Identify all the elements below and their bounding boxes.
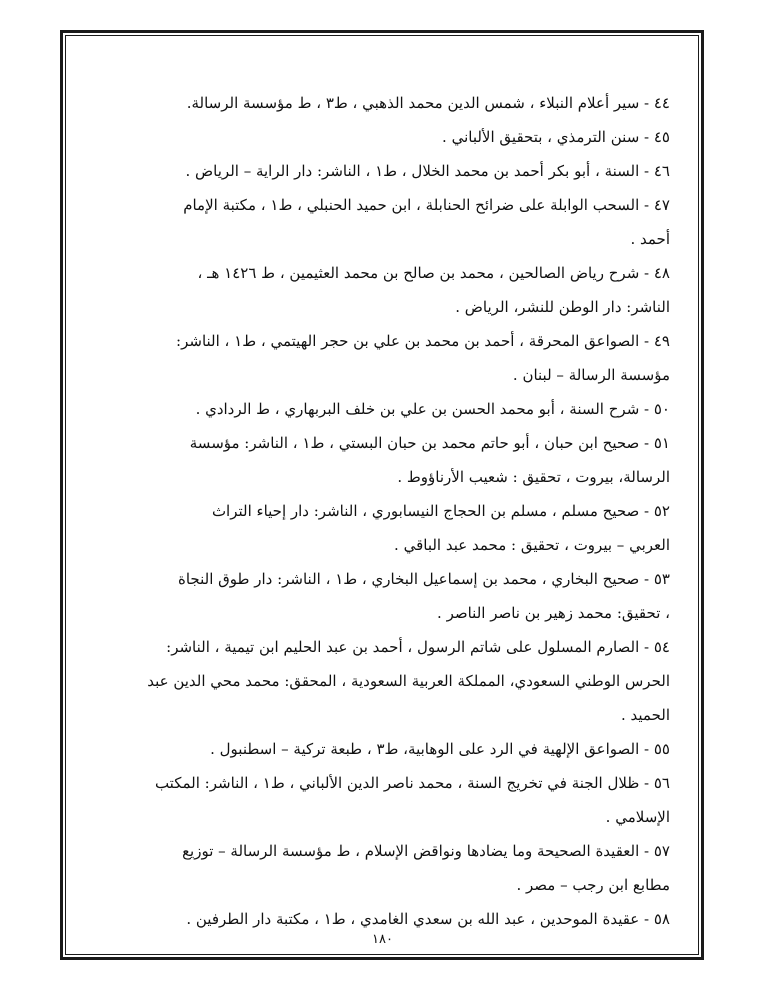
bibliography-line: أحمد . — [630, 230, 670, 248]
bibliography-line: ٥٣ - صحيح البخاري ، محمد بن إسماعيل البخاري ، ط١ ، الناشر: دار طوق النجاة — [177, 570, 670, 588]
bibliography-line: ٥٤ - الصارم المسلول على شاتم الرسول ، أحمد بن عبد الحليم ابن تيمية ، الناشر: — [166, 638, 670, 656]
bibliography-list — [108, 86, 670, 936]
bibliography-line: ٥٨ - عقيدة الموحدين ، عبد الله بن سعدي الغامدي ، ط١ ، مكتبة دار الطرفين . — [186, 910, 670, 928]
page-number: ١٨٠ — [372, 932, 393, 947]
bibliography-line: الحرس الوطني السعودي، المملكة العربية السعودية ، المحقق: محمد محي الدين عبد — [147, 672, 670, 690]
bibliography-line: ٥٧ - العقيدة الصحيحة وما يضادها ونواقض الإسلام ، ط مؤسسة الرسالة – توزيع — [182, 842, 670, 860]
bibliography-line: ٤٤ - سير أعلام النبلاء ، شمس الدين محمد الذهبي ، ط٣ ، ط مؤسسة الرسالة. — [186, 94, 670, 112]
bibliography-line: مطابع ابن رجب – مصر . — [516, 876, 670, 894]
bibliography-line: الرسالة، بيروت ، تحقيق : شعيب الأرناؤوط . — [397, 468, 670, 486]
bibliography-line: ٥٦ - ظلال الجنة في تخريج السنة ، محمد ناصر الدين الألباني ، ط١ ، الناشر: المكتب — [154, 774, 670, 792]
bibliography-line: مؤسسة الرسالة – لبنان . — [512, 366, 670, 384]
bibliography-line: ٥٥ - الصواعق الإلهية في الرد على الوهابية، ط٣ ، طبعة تركية – اسطنبول . — [210, 740, 670, 758]
bibliography-line: ٥١ - صحيح ابن حبان ، أبو حاتم محمد بن حبان البستي ، ط١ ، الناشر: مؤسسة — [189, 434, 670, 452]
bibliography-line: ٤٨ - شرح رياض الصالحين ، محمد بن صالح بن محمد العثيمين ، ط ١٤٢٦ هـ ، — [197, 264, 670, 282]
bibliography-line: ٤٧ - السحب الوابلة على ضرائح الحنابلة ، ابن حميد الحنبلي ، ط١ ، مكتبة الإمام — [183, 196, 670, 214]
bibliography-line: ٤٩ - الصواعق المحرقة ، أحمد بن محمد بن علي بن حجر الهيتمي ، ط١ ، الناشر: — [176, 332, 670, 350]
bibliography-line: العربي – بيروت ، تحقيق : محمد عبد الباقي . — [394, 536, 670, 554]
bibliography-line: ، تحقيق: محمد زهير بن ناصر الناصر . — [437, 604, 670, 622]
bibliography-line: ٥٢ - صحيح مسلم ، مسلم بن الحجاج النيسابوري ، الناشر: دار إحياء التراث — [211, 502, 670, 520]
bibliography-line: الإسلامي . — [605, 808, 670, 826]
bibliography-line: الحميد . — [620, 706, 670, 724]
bibliography-line: ٤٦ - السنة ، أبو بكر أحمد بن محمد الخلال ، ط١ ، الناشر: دار الراية – الرياض . — [185, 162, 670, 180]
bibliography-line: ٤٥ - سنن الترمذي ، بتحقيق الألباني . — [442, 128, 670, 146]
bibliography-line: ٥٠ - شرح السنة ، أبو محمد الحسن بن علي بن خلف البربهاري ، ط الردادي . — [195, 400, 670, 418]
bibliography-line: الناشر: دار الوطن للنشر، الرياض . — [455, 298, 670, 316]
